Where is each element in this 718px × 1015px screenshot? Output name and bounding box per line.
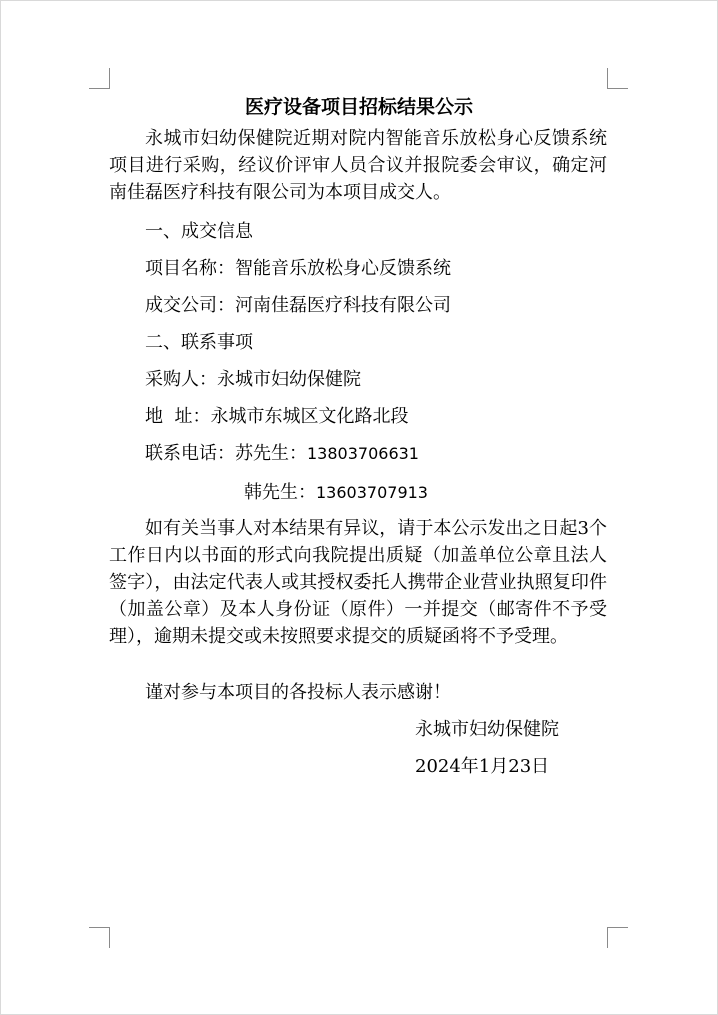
project-name-value: 智能音乐放松身心反馈系统 xyxy=(235,258,451,279)
margin-corner-top-left xyxy=(89,68,110,89)
margin-corner-bottom-right xyxy=(607,927,628,948)
phone-line-1 xyxy=(145,440,419,467)
section1-heading: 一、成交信息 xyxy=(145,221,253,242)
winning-company-line xyxy=(145,292,451,319)
document-title: 医疗设备项目招标结果公示 xyxy=(244,96,473,118)
contact1-name: 苏先生： xyxy=(235,443,307,464)
project-name-label: 项目名称： xyxy=(145,258,235,279)
section2-heading: 二、联系事项 xyxy=(145,332,253,353)
buyer-label: 采购人： xyxy=(145,369,217,390)
phone-label: 联系电话： xyxy=(145,443,235,464)
address-value: 永城市东城区文化路北段 xyxy=(210,406,409,427)
contact1-phone: 13803706631 xyxy=(307,444,419,463)
buyer-value: 永城市妇幼保健院 xyxy=(217,369,361,390)
signature-date: 2024年1月23日 xyxy=(415,756,550,777)
objection-paragraph: 如有关当事人对本结果有异议，请于本公示发出之日起3个工作日内以书面的形式向我院提出质疑（加盖单位公章且法人签字），由法定代表人或其授权委托人携带企业营业执照复印件（加盖公章）及本人身份证（原件）一并提交（邮寄件不予受理），逾期未提交或未按照要求提交的质疑函将不予受理。 xyxy=(109,518,607,647)
project-name-line xyxy=(145,255,451,282)
address-label: 地 址： xyxy=(145,406,211,427)
winning-company-value: 河南佳磊医疗科技有限公司 xyxy=(235,295,451,316)
contact2-name: 韩先生： xyxy=(244,482,316,503)
margin-corner-top-right xyxy=(607,68,628,89)
signature-org: 永城市妇幼保健院 xyxy=(415,719,559,740)
phone-line-2 xyxy=(244,479,428,506)
winning-company-label: 成交公司： xyxy=(145,295,235,316)
contact2-phone: 13603707913 xyxy=(316,483,428,502)
address-line xyxy=(145,403,408,430)
intro-paragraph: 永城市妇幼保健院近期对院内智能音乐放松身心反馈系统项目进行采购，经议价评审人员合议并报院委会审议，确定河南佳磊医疗科技有限公司为本项目成交人。 xyxy=(109,128,607,203)
thanks-line: 谨对参与本项目的各投标人表示感谢！ xyxy=(145,682,451,703)
margin-corner-bottom-left xyxy=(89,927,110,948)
buyer-line xyxy=(145,366,361,393)
